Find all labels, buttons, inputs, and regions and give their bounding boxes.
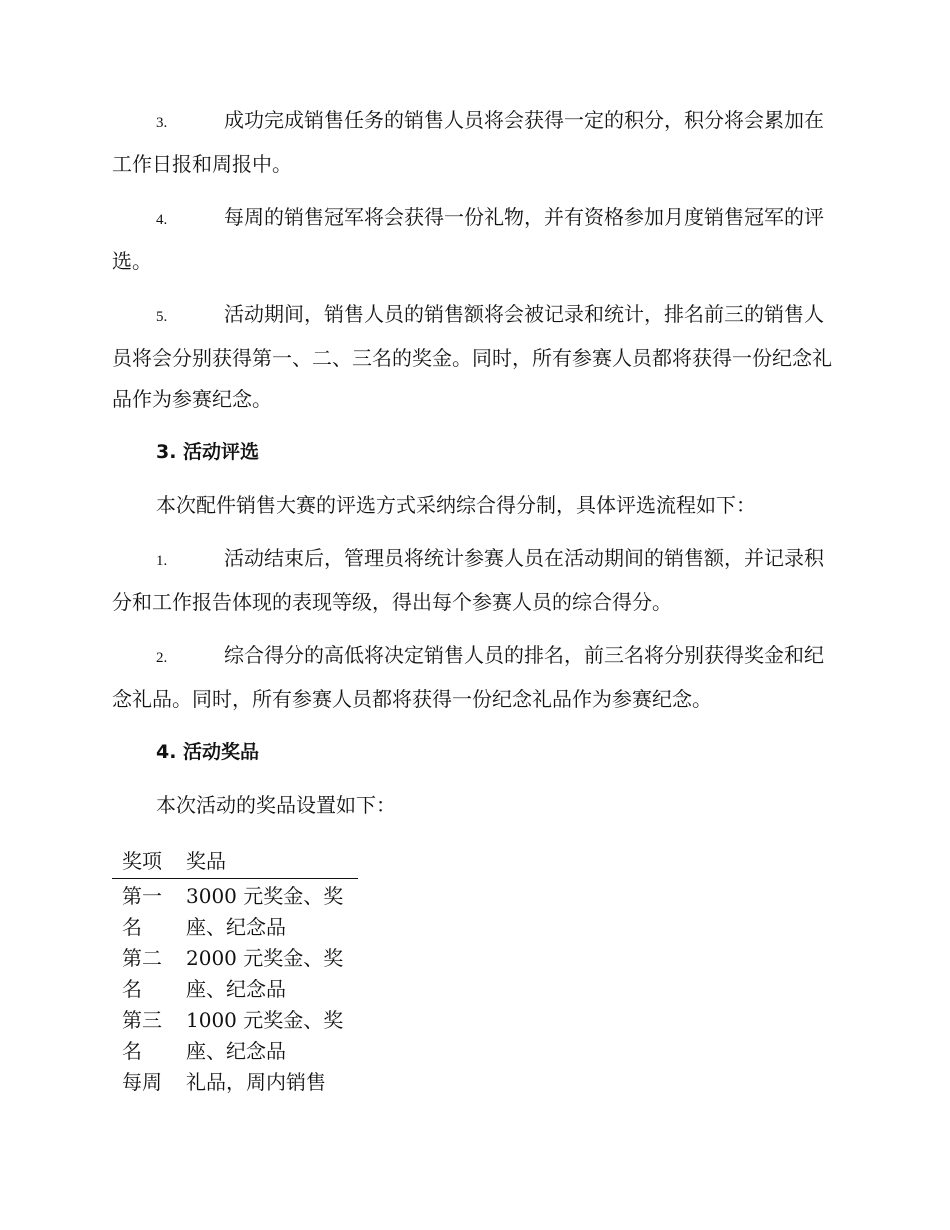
list-item	[112, 635, 834, 720]
table-cell: 礼品，周内销售	[186, 1070, 326, 1094]
list-item	[112, 197, 834, 282]
table-cell: 第一名	[122, 884, 162, 939]
list-text: 活动期间，销售人员的销售额将会被记录和统计，排名前三的销售人员将会分别获得第一、二、三名的奖金。同时，所有参赛人员都将获得一份纪念礼品作为参赛纪念。	[112, 302, 832, 411]
table-row	[112, 1067, 358, 1098]
table-cell: 1000 元奖金、奖座、纪念品	[186, 1008, 344, 1063]
table-cell: 2000 元奖金、奖座、纪念品	[186, 946, 344, 1001]
list-text: 成功完成销售任务的销售人员将会获得一定的积分，积分将会累加在工作日报和周报中。	[112, 108, 824, 176]
list-text: 综合得分的高低将决定销售人员的排名，前三名将分别获得奖金和纪念礼品。同时，所有参赛人员都将获得一份纪念礼品作为参赛纪念。	[112, 643, 824, 711]
section-heading: 4. 活动奖品	[156, 741, 260, 763]
table-cell: 3000 元奖金、奖座、纪念品	[186, 884, 344, 939]
list-item	[112, 294, 834, 420]
table-cell: 第三名	[122, 1008, 162, 1063]
list-item	[112, 538, 834, 623]
section-heading: 3. 活动评选	[156, 441, 260, 463]
section-intro: 本次活动的奖品设置如下：	[156, 793, 396, 817]
list-number: 5.	[156, 309, 168, 325]
list-text: 每周的销售冠军将会获得一份礼物，并有资格参加月度销售冠军的评选。	[112, 205, 824, 273]
document-page	[112, 100, 834, 1098]
list-number: 3.	[156, 115, 168, 131]
section-intro: 本次配件销售大赛的评选方式采纳综合得分制，具体评选流程如下：	[156, 493, 756, 517]
table-header-cell: 奖品	[176, 846, 358, 879]
table-header-cell: 奖项	[112, 846, 176, 879]
table-row	[112, 879, 358, 944]
prize-table	[112, 846, 358, 1098]
table-row	[112, 943, 358, 1005]
table-cell: 第二名	[122, 946, 162, 1001]
table-cell: 每周	[122, 1070, 162, 1094]
list-number: 4.	[156, 212, 168, 228]
list-text: 活动结束后，管理员将统计参赛人员在活动期间的销售额，并记录积分和工作报告体现的表现等级，得出每个参赛人员的综合得分。	[112, 546, 824, 614]
list-number: 1.	[156, 553, 168, 569]
list-number: 2.	[156, 650, 168, 666]
table-header-row	[112, 846, 358, 879]
list-item	[112, 100, 834, 185]
table-row	[112, 1005, 358, 1067]
